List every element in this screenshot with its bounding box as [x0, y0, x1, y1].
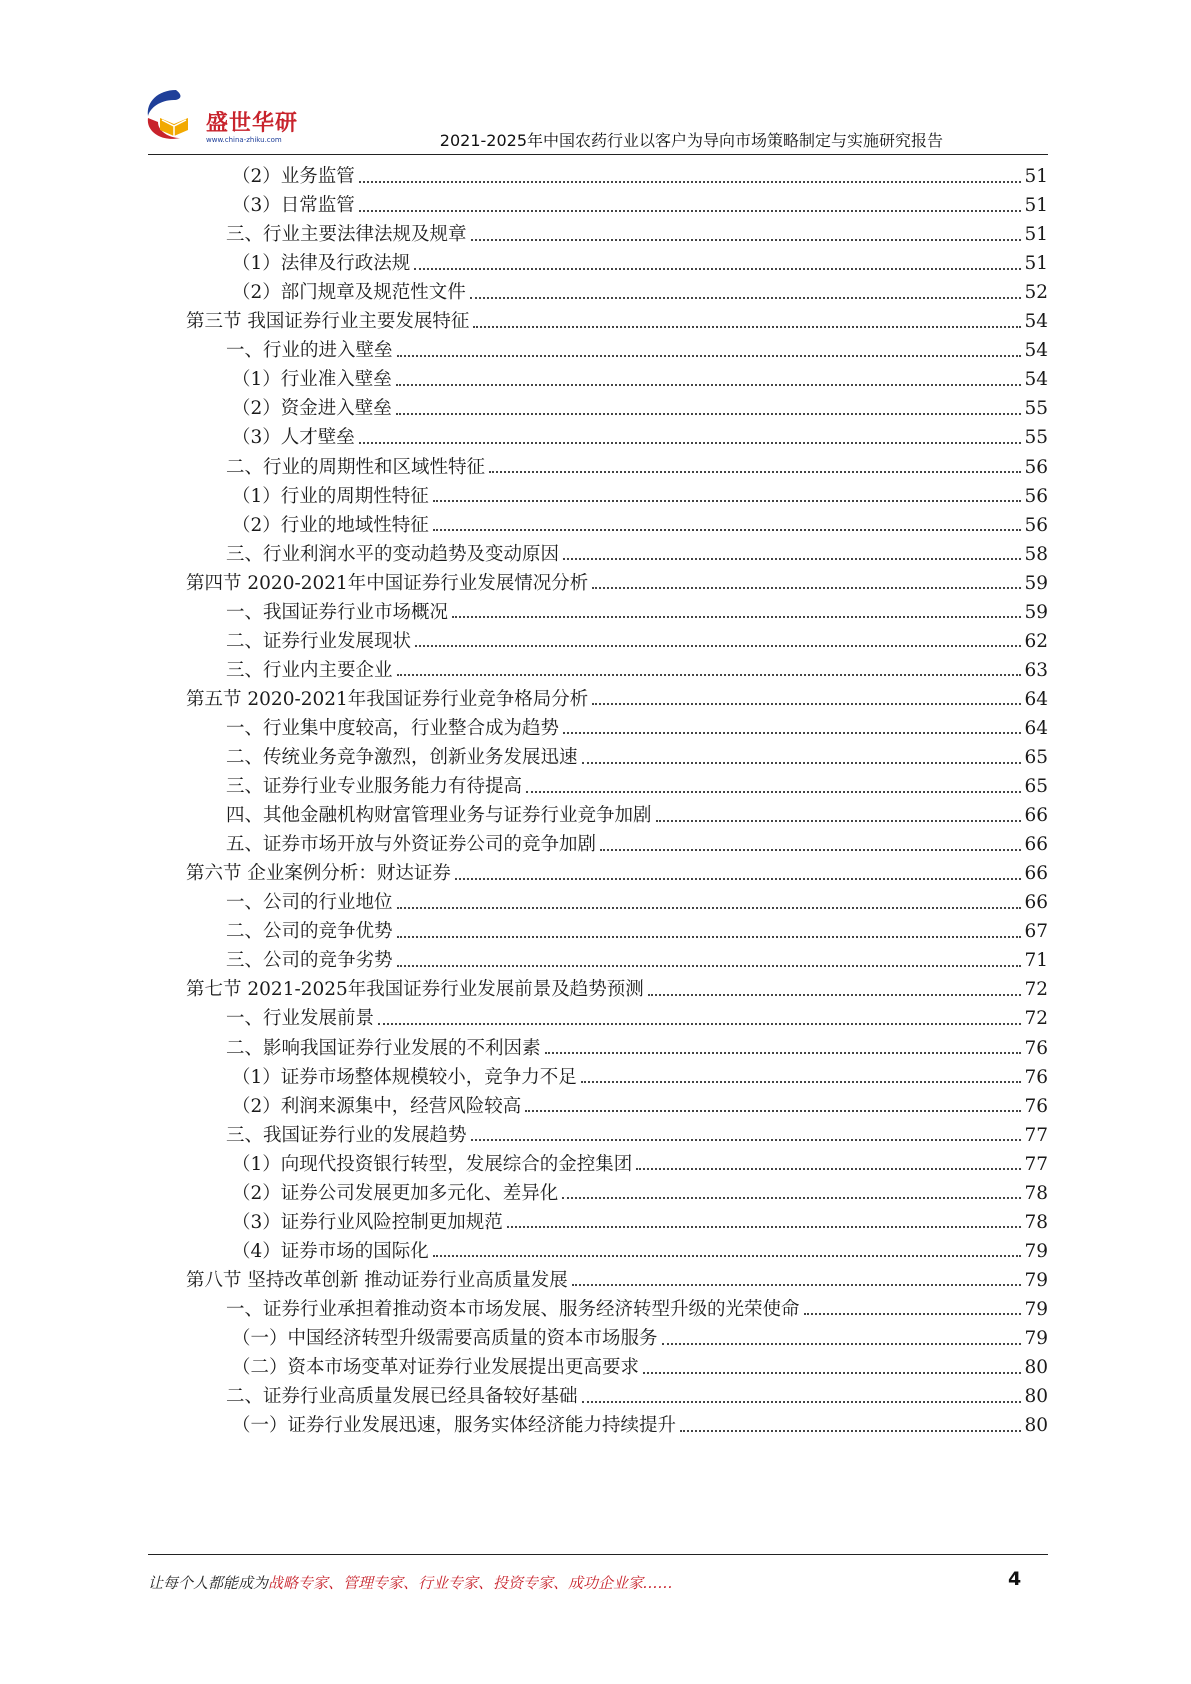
- toc-entry[interactable]: [226, 916, 1048, 947]
- toc-entry-page: 78: [1024, 1211, 1048, 1233]
- toc-entry-page: 56: [1024, 456, 1048, 478]
- toc-entry-page: 77: [1024, 1124, 1048, 1146]
- toc-dot-leader: [473, 326, 1021, 328]
- toc-entry-title: 一、公司的行业地位: [226, 892, 393, 914]
- toc-entry[interactable]: [226, 742, 1048, 773]
- toc-entry[interactable]: [232, 481, 1048, 512]
- toc-dot-leader: [643, 1372, 1021, 1374]
- toc-dot-leader: [600, 849, 1021, 851]
- document-title: 2021-2025年中国农药行业以客户为导向市场策略制定与实施研究报告: [439, 131, 943, 150]
- toc-dot-leader: [397, 907, 1022, 909]
- toc-entry-page: 54: [1024, 311, 1048, 333]
- toc-entry[interactable]: [226, 945, 1048, 976]
- toc-entry-page: 63: [1024, 659, 1048, 681]
- toc-entry[interactable]: [226, 1003, 1048, 1034]
- toc-entry-title: （一）中国经济转型升级需要高质量的资本市场服务: [232, 1328, 658, 1349]
- toc-dot-leader: [397, 355, 1022, 357]
- toc-entry[interactable]: [232, 1062, 1048, 1093]
- toc-entry[interactable]: [226, 1120, 1048, 1151]
- toc-entry[interactable]: [232, 277, 1048, 308]
- toc-dot-leader: [415, 645, 1021, 647]
- logo-text: 盛世华研: [206, 111, 299, 136]
- toc-entry-page: 55: [1024, 427, 1048, 449]
- company-logo: [140, 84, 310, 150]
- toc-dot-leader: [397, 965, 1022, 967]
- toc-dot-leader: [662, 1343, 1022, 1345]
- toc-dot-leader: [581, 1081, 1022, 1083]
- toc-entry-page: 67: [1024, 921, 1048, 943]
- toc-entry-title: 四、其他金融机构财富管理业务与证券行业竞争加剧: [226, 805, 652, 827]
- toc-entry-title: （1）证券市场整体规模较小，竞争力不足: [232, 1066, 577, 1088]
- toc-entry-title: 第三节 我国证券行业主要发展特征: [186, 311, 470, 333]
- toc-entry-title: （1）行业准入壁垒: [232, 369, 392, 391]
- toc-entry-page: 76: [1024, 1095, 1048, 1117]
- toc-dot-leader: [471, 239, 1022, 241]
- toc-dot-leader: [471, 1139, 1022, 1141]
- toc-entry-page: 79: [1024, 1240, 1048, 1262]
- page-number: 4: [1008, 1568, 1022, 1590]
- toc-entry-page: 58: [1024, 543, 1048, 565]
- toc-entry-title: 第五节 2020-2021年我国证券行业竞争格局分析: [186, 688, 589, 710]
- toc-entry[interactable]: [226, 597, 1048, 628]
- toc-dot-leader: [470, 297, 1022, 299]
- toc-entry-page: 51: [1024, 224, 1048, 246]
- toc-entry-title: （2）资金进入壁垒: [232, 398, 392, 420]
- toc-dot-leader: [489, 471, 1021, 473]
- toc-dot-leader: [592, 587, 1021, 589]
- logo-emblem-icon: [140, 84, 204, 146]
- toc-dot-leader: [563, 558, 1021, 560]
- toc-entry-page: 66: [1024, 834, 1048, 856]
- footer-slogan-lead: 让每个人都能成为: [148, 1574, 269, 1592]
- toc-entry-title: 三、我国证券行业的发展趋势: [226, 1124, 467, 1146]
- toc-entry[interactable]: [226, 626, 1048, 657]
- toc-entry-title: 三、行业利润水平的变动趋势及变动原因: [226, 543, 560, 565]
- toc-entry-page: 65: [1024, 747, 1048, 768]
- toc-entry-title: （1）行业的周期性特征: [232, 485, 429, 507]
- toc-entry-title: 二、影响我国证券行业发展的不利因素: [226, 1037, 541, 1059]
- toc-entry[interactable]: [226, 1381, 1048, 1412]
- toc-entry[interactable]: [226, 887, 1048, 918]
- toc-entry-page: 62: [1024, 630, 1048, 652]
- toc-entry[interactable]: [226, 219, 1048, 250]
- toc-entry[interactable]: [226, 713, 1048, 744]
- toc-entry-title: 第四节 2020-2021年中国证券行业发展情况分析: [186, 572, 589, 594]
- toc-dot-leader: [452, 616, 1021, 618]
- toc-entry-page: 65: [1024, 776, 1048, 798]
- toc-entry-page: 56: [1024, 485, 1048, 507]
- toc-entry-page: 80: [1024, 1357, 1048, 1379]
- toc-entry-page: 64: [1024, 688, 1048, 710]
- toc-entry-page: 55: [1024, 398, 1048, 420]
- toc-dot-leader: [455, 878, 1022, 880]
- toc-entry-title: 第八节 坚持改革创新 推动证券行业高质量发展: [186, 1269, 568, 1291]
- toc-entry-page: 59: [1024, 572, 1048, 594]
- toc-dot-leader: [433, 1255, 1022, 1257]
- toc-dot-leader: [545, 1052, 1022, 1054]
- toc-entry-title: 二、传统业务竞争激烈，创新业务发展迅速: [226, 747, 578, 768]
- toc-entry-title: 二、公司的竞争优势: [226, 921, 393, 943]
- toc-entry-page: 66: [1024, 863, 1048, 885]
- toc-entry-page: 51: [1024, 166, 1048, 187]
- toc-dot-leader: [525, 1110, 1021, 1112]
- toc-dot-leader: [396, 384, 1022, 386]
- toc-entry-title: 一、证券行业承担着推动资本市场发展、服务经济转型升级的光荣使命: [226, 1298, 800, 1320]
- toc-entry-title: 二、证券行业发展现状: [226, 630, 412, 652]
- toc-entry-page: 78: [1024, 1182, 1048, 1204]
- toc-entry[interactable]: [226, 539, 1048, 570]
- toc-entry-title: （一）证券行业发展迅速，服务实体经济能力持续提升: [232, 1415, 677, 1437]
- toc-entry[interactable]: [232, 393, 1048, 424]
- footer-divider: [148, 1554, 1048, 1555]
- toc-dot-leader: [648, 994, 1022, 996]
- toc-dot-leader: [582, 1401, 1022, 1403]
- toc-entry[interactable]: [232, 161, 1048, 192]
- toc-entry-page: 59: [1024, 601, 1048, 623]
- toc-entry-page: 56: [1024, 514, 1048, 536]
- toc-entry[interactable]: [226, 335, 1048, 366]
- toc-entry-page: 80: [1024, 1415, 1048, 1437]
- toc-dot-leader: [397, 674, 1022, 676]
- toc-entry[interactable]: [226, 1294, 1048, 1325]
- toc-dot-leader: [636, 1168, 1021, 1170]
- toc-entry-title: 三、公司的竞争劣势: [226, 950, 393, 972]
- toc-dot-leader: [656, 820, 1022, 822]
- toc-dot-leader: [563, 732, 1021, 734]
- toc-entry[interactable]: [232, 190, 1048, 221]
- toc-entry-title: （3）证券行业风险控制更加规范: [232, 1211, 503, 1233]
- toc-entry-title: （3）人才壁垒: [232, 427, 355, 449]
- toc-entry-title: 第六节 企业案例分析：财达证券: [186, 863, 451, 885]
- toc-entry-page: 71: [1024, 950, 1048, 972]
- toc-entry[interactable]: [232, 1149, 1048, 1180]
- toc-dot-leader: [359, 210, 1022, 212]
- toc-entry-title: （2）证券公司发展更加多元化、差异化: [232, 1182, 559, 1204]
- toc-entry-title: 三、行业内主要企业: [226, 659, 393, 681]
- toc-entry-page: 51: [1024, 195, 1048, 217]
- toc-entry[interactable]: [186, 568, 1048, 599]
- toc-entry-title: 五、证券市场开放与外资证券公司的竞争加剧: [226, 834, 597, 856]
- toc-dot-leader: [359, 442, 1022, 444]
- toc-entry-title: （2）部门规章及规范性文件: [232, 282, 466, 304]
- toc-entry-title: 三、证券行业专业服务能力有待提高: [226, 776, 523, 798]
- toc-entry-page: 72: [1024, 1008, 1048, 1030]
- footer-slogan-highlight: 战略专家、管理专家、行业专家、投资专家、成功企业家……: [268, 1574, 674, 1592]
- toc-entry-title: （2）业务监管: [232, 166, 355, 187]
- toc-entry-title: （二）资本市场变革对证券行业发展提出更高要求: [232, 1357, 640, 1379]
- toc-dot-leader: [572, 1284, 1022, 1286]
- toc-entry-page: 76: [1024, 1037, 1048, 1059]
- toc-dot-leader: [680, 1430, 1021, 1432]
- toc-entry[interactable]: [186, 1265, 1048, 1296]
- toc-entry[interactable]: [186, 974, 1048, 1005]
- toc-dot-leader: [507, 1226, 1022, 1228]
- toc-entry-title: 二、证券行业高质量发展已经具备较好基础: [226, 1386, 578, 1408]
- toc-entry-page: 76: [1024, 1066, 1048, 1088]
- toc-dot-leader: [592, 703, 1021, 705]
- toc-entry[interactable]: [226, 829, 1048, 860]
- toc-entry-page: 79: [1024, 1328, 1048, 1349]
- toc-entry-title: 第七节 2021-2025年我国证券行业发展前景及趋势预测: [186, 979, 644, 1001]
- toc-entry-title: （2）利润来源集中，经营风险较高: [232, 1095, 522, 1117]
- toc-entry-page: 52: [1024, 282, 1048, 304]
- toc-entry[interactable]: [232, 1410, 1048, 1441]
- toc-entry[interactable]: [186, 684, 1048, 715]
- toc-entry[interactable]: [232, 1178, 1048, 1209]
- toc-dot-leader: [378, 1023, 1021, 1025]
- toc-entry-page: 51: [1024, 253, 1048, 275]
- toc-entry[interactable]: [226, 800, 1048, 831]
- header-divider: [148, 154, 1048, 155]
- toc-entry-title: （2）行业的地域性特征: [232, 514, 429, 536]
- toc-entry[interactable]: [226, 771, 1048, 802]
- toc-entry-page: 66: [1024, 805, 1048, 827]
- toc-entry-title: 一、我国证券行业市场概况: [226, 601, 449, 623]
- toc-entry[interactable]: [232, 1091, 1048, 1122]
- toc-dot-leader: [396, 413, 1022, 415]
- toc-entry-page: 54: [1024, 340, 1048, 362]
- toc-entry-page: 64: [1024, 717, 1048, 739]
- toc-entry-page: 80: [1024, 1386, 1048, 1408]
- toc-entry-title: 二、行业的周期性和区域性特征: [226, 456, 486, 478]
- toc-entry[interactable]: [226, 452, 1048, 483]
- toc-entry-title: 一、行业集中度较高，行业整合成为趋势: [226, 717, 560, 739]
- toc-entry[interactable]: [232, 1207, 1048, 1238]
- toc-entry[interactable]: [226, 655, 1048, 686]
- toc-entry-title: 一、行业发展前景: [226, 1008, 375, 1030]
- toc-dot-leader: [433, 500, 1022, 502]
- toc-entry[interactable]: [232, 248, 1048, 279]
- toc-dot-leader: [397, 936, 1022, 938]
- toc-dot-leader: [582, 762, 1022, 764]
- toc-entry-page: 54: [1024, 369, 1048, 391]
- toc-entry[interactable]: [232, 1352, 1048, 1383]
- toc-entry-title: （4）证券市场的国际化: [232, 1240, 429, 1262]
- toc-dot-leader: [562, 1197, 1021, 1199]
- toc-entry-page: 66: [1024, 892, 1048, 914]
- toc-entry[interactable]: [186, 306, 1048, 337]
- toc-entry[interactable]: [232, 1323, 1048, 1354]
- toc-dot-leader: [433, 529, 1022, 531]
- toc-entry-page: 79: [1024, 1298, 1048, 1320]
- toc-entry[interactable]: [232, 1236, 1048, 1267]
- toc-entry-page: 72: [1024, 979, 1048, 1001]
- toc-entry-page: 77: [1024, 1153, 1048, 1175]
- footer-slogan: [148, 1572, 673, 1593]
- toc-entry-title: （3）日常监管: [232, 195, 355, 217]
- toc-entry[interactable]: [232, 422, 1048, 453]
- toc-entry-title: （1）向现代投资银行转型，发展综合的金控集团: [232, 1153, 633, 1175]
- toc-entry[interactable]: [226, 1033, 1048, 1064]
- page-header: [0, 0, 1191, 160]
- toc-dot-leader: [414, 268, 1021, 270]
- toc-entry-page: 79: [1024, 1269, 1048, 1291]
- toc-entry[interactable]: [232, 364, 1048, 395]
- toc-entry[interactable]: [232, 510, 1048, 541]
- toc-entry-title: （1）法律及行政法规: [232, 253, 411, 275]
- toc-entry-title: 三、行业主要法律法规及规章: [226, 224, 467, 246]
- logo-url: www.china-zhiku.com: [206, 136, 282, 144]
- toc-dot-leader: [359, 181, 1022, 183]
- toc-entry[interactable]: [186, 858, 1048, 889]
- toc-dot-leader: [804, 1313, 1022, 1315]
- toc-dot-leader: [526, 791, 1021, 793]
- toc-entry-title: 一、行业的进入壁垒: [226, 340, 393, 362]
